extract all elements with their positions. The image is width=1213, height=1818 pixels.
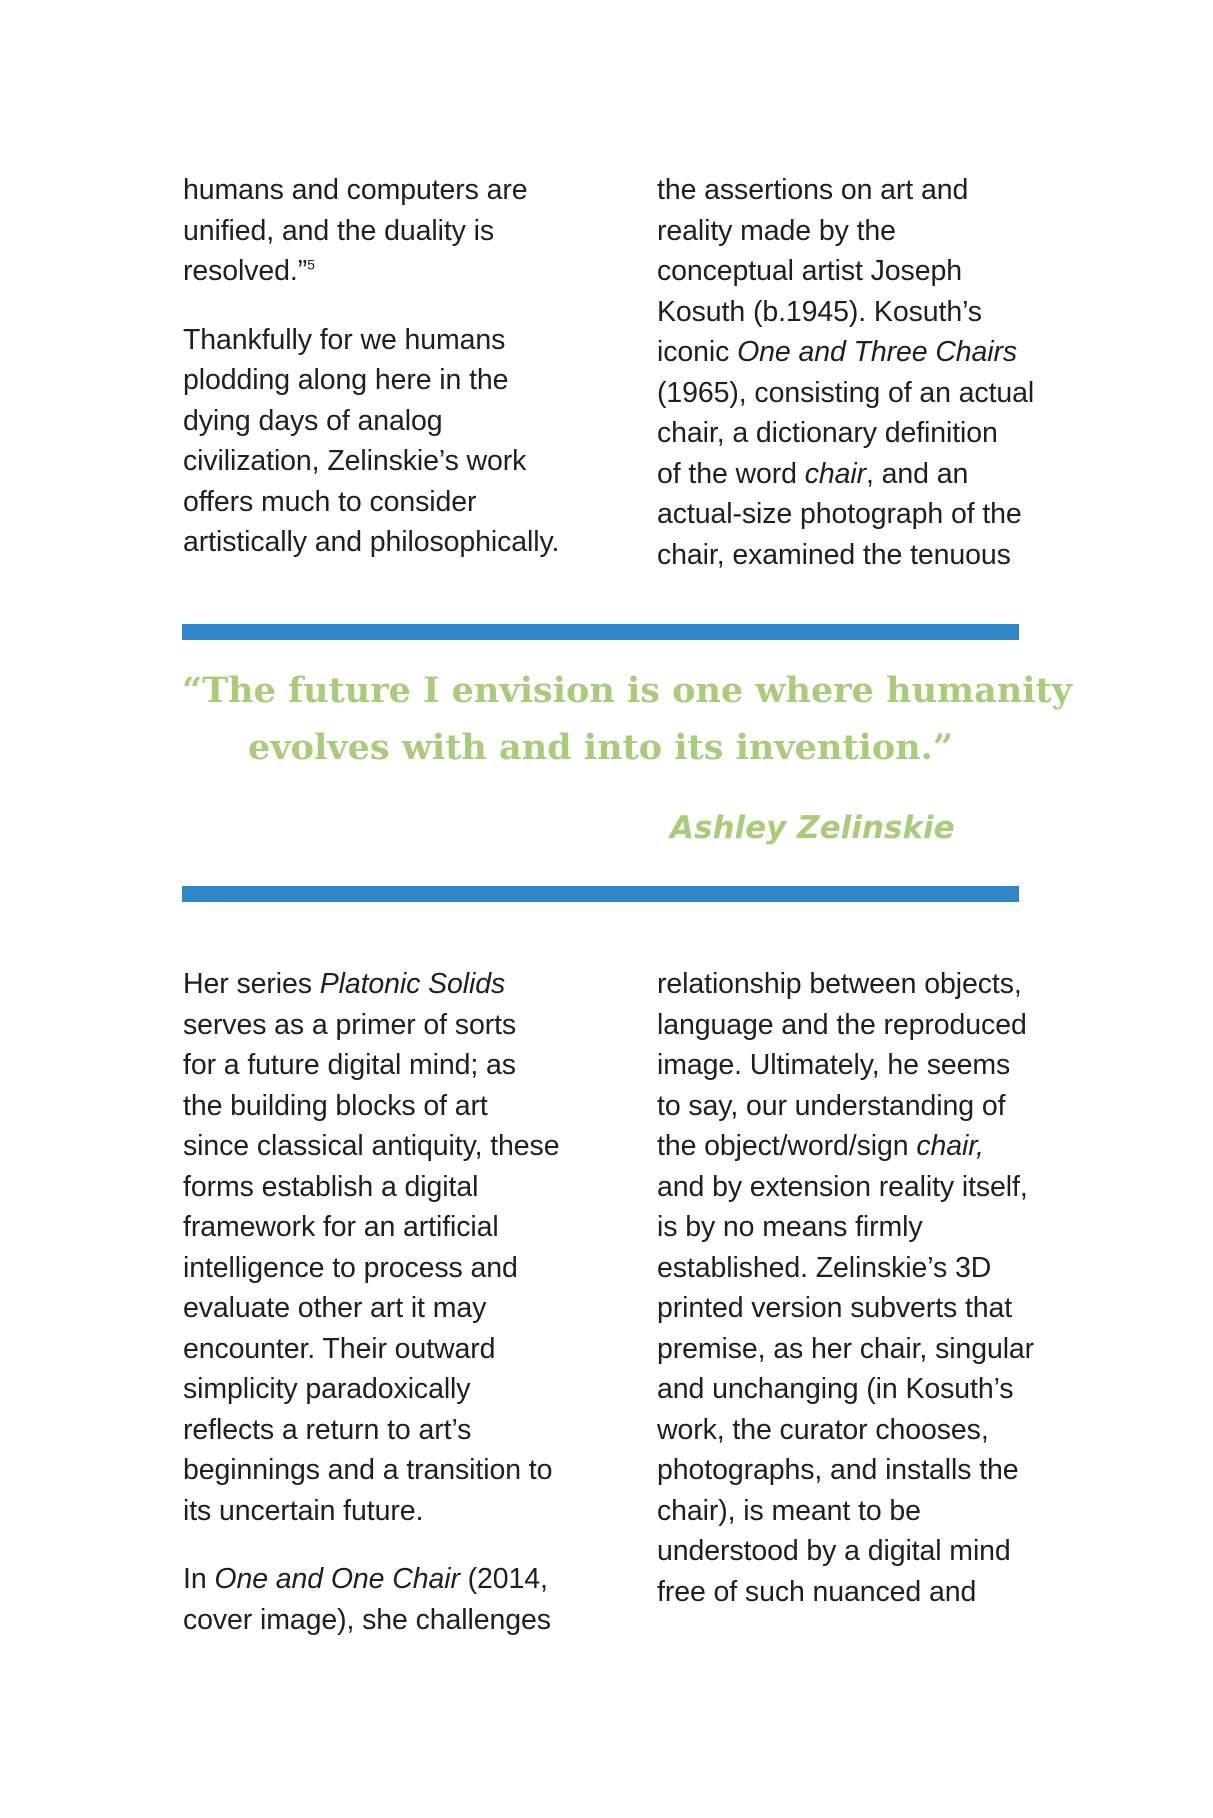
text-run: the object/word/sign (657, 1130, 917, 1162)
text-line (183, 1559, 563, 1600)
pull-quote-line: “The future I envision is one where humanity (182, 670, 1072, 711)
column-bottom-left (183, 964, 563, 1640)
text-line (657, 332, 1057, 373)
text-run: (2014, (459, 1563, 548, 1595)
paragraph (183, 1559, 563, 1640)
divider-rule-bottom (182, 886, 1019, 902)
text-line (657, 1126, 1057, 1167)
text-line: Thankfully for we humans (183, 323, 506, 356)
text-line: premise, as her chair, singular (657, 1332, 1035, 1365)
paragraph (657, 170, 1057, 575)
text-line: cover image), she challenges (183, 1603, 551, 1636)
emphasis-word: chair (804, 457, 866, 490)
text-line: serves as a primer of sorts (183, 1008, 517, 1041)
text-line: and by extension reality itself, (657, 1170, 1028, 1203)
column-top-right (657, 170, 1057, 575)
text-line: chair, a dictionary definition (657, 417, 998, 449)
text-line: simplicity paradoxically (183, 1373, 471, 1405)
text-line (183, 251, 563, 292)
text-line: printed version subverts that (657, 1292, 1013, 1324)
text-line: plodding along here in the (183, 364, 509, 396)
text-line (183, 964, 563, 1005)
text-line: beginnings and a transition to (183, 1454, 553, 1486)
text-run: of the word (657, 457, 805, 490)
column-bottom-right (657, 964, 1057, 1612)
text-line: humans and computers are (183, 174, 528, 206)
text-line: offers much to consider (183, 485, 477, 518)
text-line: intelligence to process and (183, 1251, 518, 1284)
text-line: framework for an artificial (183, 1211, 499, 1243)
paragraph (183, 964, 563, 1531)
text-run: iconic (657, 336, 738, 368)
quote-attribution: Ashley Zelinskie (670, 810, 955, 846)
text-line: unified, and the duality is (183, 214, 495, 247)
artwork-title: One and One Chair (214, 1563, 460, 1595)
text-run: Her series (183, 968, 320, 1000)
text-line: language and the reproduced (657, 1008, 1027, 1041)
text-run: In (183, 1563, 215, 1595)
text-line: the building blocks of art (183, 1089, 488, 1122)
text-line: conceptual artist Joseph (657, 255, 962, 287)
pull-quote-line: evolves with and into its invention.” (248, 727, 953, 768)
divider-rule-top (182, 624, 1019, 640)
artwork-title: One and Three Chairs (737, 336, 1018, 368)
text-line: chair, examined the tenuous (657, 538, 1011, 571)
text-line: work, the curator chooses, (657, 1413, 989, 1446)
column-top-left (183, 170, 563, 563)
text-line: Kosuth (b.1945). Kosuth’s (657, 295, 982, 328)
text-line: understood by a digital mind (657, 1535, 1011, 1567)
text-line-end: resolved.” (183, 255, 308, 287)
text-line: evaluate other art it may (183, 1292, 487, 1324)
text-line: relationship between objects, (657, 968, 1022, 1000)
emphasis-word: chair, (916, 1130, 984, 1162)
text-line (657, 454, 1057, 495)
text-line: (1965), consisting of an actual (657, 376, 1035, 409)
text-line: free of such nuanced and (657, 1575, 977, 1608)
text-line: civilization, Zelinskie’s work (183, 445, 527, 477)
text-line: image. Ultimately, he seems (657, 1049, 1011, 1081)
text-line: chair), is meant to be (657, 1494, 921, 1527)
text-line: established. Zelinskie’s 3D (657, 1251, 992, 1284)
text-line: its uncertain future. (183, 1494, 424, 1527)
text-line: since classical antiquity, these (183, 1130, 560, 1162)
footnote-marker: 5 (307, 256, 315, 273)
pull-quote (182, 662, 1072, 776)
paragraph (183, 170, 563, 292)
text-line: actual-size photograph of the (657, 498, 1022, 530)
text-line: is by no means firmly (657, 1211, 923, 1243)
series-title: Platonic Solids (319, 968, 506, 1000)
text-line: the assertions on art and (657, 174, 969, 206)
paragraph (183, 320, 563, 563)
text-run: , and an (866, 457, 969, 490)
text-line: photographs, and installs the (657, 1454, 1019, 1486)
text-line: for a future digital mind; as (183, 1049, 516, 1081)
text-line: reality made by the (657, 214, 896, 247)
text-line: forms establish a digital (183, 1170, 479, 1203)
paragraph (657, 964, 1057, 1612)
text-line: to say, our understanding of (657, 1089, 1006, 1122)
text-line: and unchanging (in Kosuth’s (657, 1373, 1014, 1405)
text-line: encounter. Their outward (183, 1332, 496, 1365)
text-line: reflects a return to art’s (183, 1413, 472, 1446)
text-line: dying days of analog (183, 404, 443, 437)
text-line: artistically and philosophically. (183, 526, 560, 558)
